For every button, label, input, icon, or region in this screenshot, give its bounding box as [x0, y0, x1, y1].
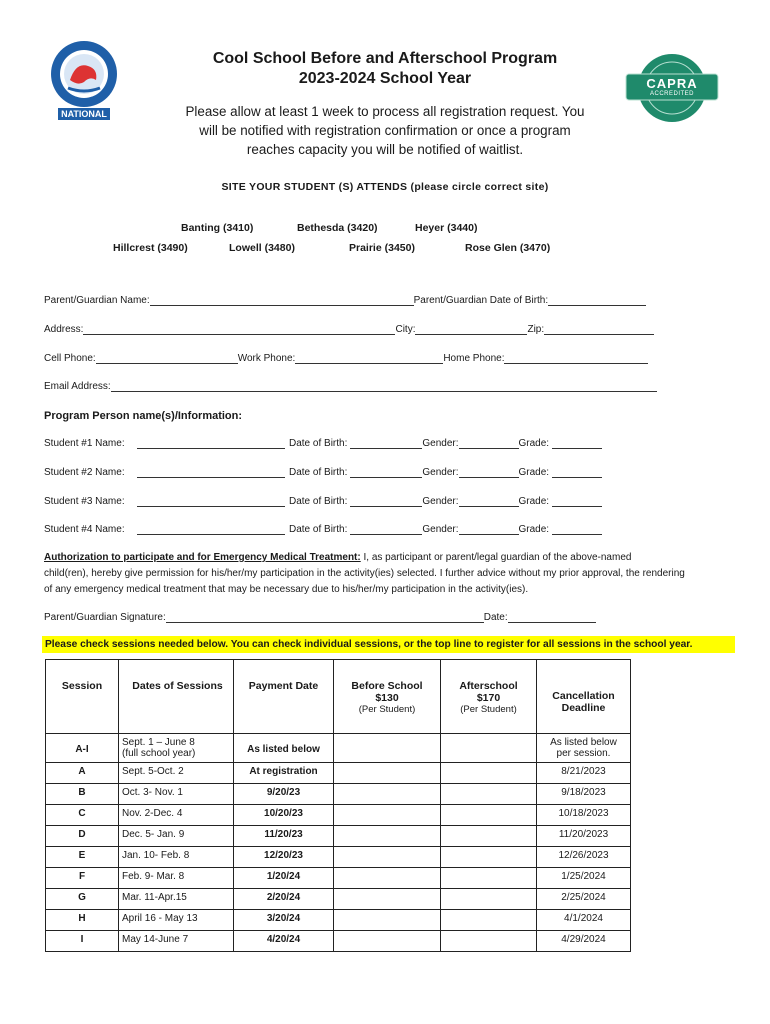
student-name-label: Student #3 Name:: [44, 496, 125, 507]
session-cell-text: A-I: [75, 744, 89, 755]
student-gender-label: Gender:: [422, 496, 459, 507]
payment-cell: [234, 784, 334, 805]
authorization-line: of any emergency medical treatment that may be necessary due to his/her/my participation in the activity(ies).: [44, 584, 529, 595]
table-row: [46, 805, 631, 826]
afterschool-label: Afterschool: [459, 680, 518, 692]
work-phone-field[interactable]: [295, 353, 443, 364]
before-school-checkbox[interactable]: [334, 734, 441, 763]
student-dob-label: Date of Birth:: [289, 438, 348, 449]
session-cell-text: D: [78, 829, 86, 840]
session-cell-text: F: [78, 871, 86, 882]
cancellation-cell-text: As listed below: [550, 737, 617, 748]
student-gender-field[interactable]: [459, 438, 519, 449]
cancellation-cell-text: 12/26/2023: [558, 850, 609, 861]
student-name-label: Student #1 Name:: [44, 438, 125, 449]
table-row: [46, 826, 631, 847]
cancellation-cell-text: per session.: [556, 748, 611, 759]
authorization-heading: Authorization to participate and for Emergency Medical Treatment:: [44, 552, 361, 563]
dates-cell-text: (full school year): [122, 748, 196, 759]
student-dob-label: Date of Birth:: [289, 524, 348, 535]
cancellation-cell-text: 1/25/2024: [561, 871, 606, 882]
session-cell: [46, 763, 119, 784]
cancellation-cell: [537, 910, 631, 931]
session-cell-text: H: [78, 913, 86, 924]
session-cell: [46, 889, 119, 910]
dates-cell: [119, 805, 234, 826]
work-phone-label: Work Phone:: [237, 353, 296, 364]
cancellation-cell: [537, 826, 631, 847]
sessions-notice: Please check sessions needed below. You can check individual sessions, or the top line to register for all sessions in the school year.: [42, 636, 735, 653]
email-label: Email Address:: [44, 381, 111, 392]
header-dates: Dates of Sessions: [119, 660, 234, 734]
student-row: [44, 496, 602, 507]
phone-row: [44, 353, 648, 364]
student-grade-field[interactable]: [552, 467, 602, 478]
table-row: [46, 734, 631, 763]
capra-logo: [622, 52, 722, 124]
student-gender-field[interactable]: [459, 467, 519, 478]
signature-label: Parent/Guardian Signature:: [44, 612, 166, 623]
student-gender-label: Gender:: [422, 467, 459, 478]
dates-cell: [119, 889, 234, 910]
before-school-checkbox[interactable]: [334, 784, 441, 805]
student-grade-label: Grade:: [518, 524, 550, 535]
address-row: [44, 324, 654, 335]
site-lowell[interactable]: Lowell (3480): [229, 242, 295, 254]
student-grade-label: Grade:: [518, 496, 550, 507]
header-payment: Payment Date: [234, 660, 334, 734]
session-cell-text: E: [78, 850, 86, 861]
payment-cell: [234, 931, 334, 952]
payment-cell: [234, 763, 334, 784]
cancellation-cell: [537, 868, 631, 889]
payment-cell-text: 3/20/24: [266, 913, 301, 924]
school-year-title: 2023-2024 School Year: [298, 70, 472, 87]
student-gender-field[interactable]: [459, 496, 519, 507]
session-cell: [46, 931, 119, 952]
payment-cell-text: 4/20/24: [266, 934, 301, 945]
cancellation-cell-text: 4/1/2024: [564, 913, 603, 924]
session-cell-text: B: [78, 787, 86, 798]
site-bethesda[interactable]: Bethesda (3420): [297, 222, 378, 234]
site-prairie[interactable]: Prairie (3450): [349, 242, 415, 254]
parent-name-label: Parent/Guardian Name:: [44, 295, 150, 306]
session-cell: [46, 784, 119, 805]
payment-cell-text: 9/20/23: [266, 787, 301, 798]
cancellation-cell-text: 2/25/2024: [561, 892, 606, 903]
date-field[interactable]: [508, 612, 596, 623]
dates-cell: [119, 734, 234, 763]
address-label: Address:: [44, 324, 84, 335]
address-field[interactable]: [83, 324, 395, 335]
student-dob-label: Date of Birth:: [289, 467, 348, 478]
table-row: [46, 784, 631, 805]
sessions-table: [45, 659, 631, 952]
before-school-checkbox[interactable]: [334, 910, 441, 931]
student-dob-field[interactable]: [350, 438, 422, 449]
cancellation-cell: [537, 931, 631, 952]
student-name-field[interactable]: [137, 524, 285, 535]
dates-cell: [119, 847, 234, 868]
site-rose-glen[interactable]: Rose Glen (3470): [465, 242, 551, 254]
payment-cell-text: 11/20/23: [264, 829, 303, 840]
dates-cell: [119, 931, 234, 952]
dates-cell-text: May 14-June 7: [122, 934, 189, 945]
session-cell: [46, 805, 119, 826]
dates-cell-text: Oct. 3- Nov. 1: [122, 787, 183, 798]
session-cell-text: A: [78, 766, 86, 777]
cancellation-cell: [537, 734, 631, 763]
cell-phone-label: Cell Phone:: [44, 353, 96, 364]
intro-line: reaches capacity you will be notified of waitlist.: [246, 142, 524, 157]
cancellation-cell: [537, 889, 631, 910]
signature-row: [44, 612, 596, 623]
student-grade-field[interactable]: [552, 524, 602, 535]
authorization-text: [44, 550, 734, 598]
dates-cell-text: Sept. 5-Oct. 2: [122, 766, 184, 777]
student-name-label: Student #2 Name:: [44, 467, 125, 478]
site-hillcrest[interactable]: Hillcrest (3490): [113, 242, 188, 254]
table-row: [46, 763, 631, 784]
signature-field[interactable]: [166, 612, 484, 623]
authorization-line: I, as participant or parent/legal guardian of the above-named: [360, 552, 632, 563]
payment-cell-text: 10/20/23: [264, 808, 303, 819]
payment-cell: [234, 847, 334, 868]
before-school-checkbox[interactable]: [334, 889, 441, 910]
student-grade-label: Grade:: [518, 438, 550, 449]
parent-name-field[interactable]: [150, 295, 414, 306]
table-header-row: [46, 660, 631, 734]
afterschool-checkbox[interactable]: [441, 826, 537, 847]
before-school-sub: (Per Student): [358, 704, 416, 715]
home-phone-field[interactable]: [504, 353, 648, 364]
before-school-checkbox[interactable]: [334, 763, 441, 784]
table-row: [46, 931, 631, 952]
student-grade-field[interactable]: [552, 496, 602, 507]
dates-cell-text: Mar. 11-Apr.15: [122, 892, 187, 903]
table-row: [46, 868, 631, 889]
cancellation-cell: [537, 805, 631, 826]
city-logo: [46, 38, 122, 134]
cancellation-cell: [537, 847, 631, 868]
city-logo-text: NATIONAL: [61, 109, 107, 119]
afterschool-checkbox[interactable]: [441, 910, 537, 931]
intro-line: Please allow at least 1 week to process all registration request. You: [185, 104, 585, 119]
table-row: [46, 910, 631, 931]
intro-text: [175, 102, 595, 159]
dates-cell: [119, 910, 234, 931]
authorization-line: child(ren), hereby give permission for his/her/my participation in the activity(ies) selected. I further advice without my prior approval, the rendering: [44, 568, 685, 579]
session-cell-text: G: [78, 892, 86, 903]
student-row: [44, 467, 602, 478]
email-field[interactable]: [111, 381, 657, 392]
afterschool-checkbox[interactable]: [441, 784, 537, 805]
afterschool-checkbox[interactable]: [441, 805, 537, 826]
parent-name-row: [44, 295, 646, 306]
student-gender-label: Gender:: [422, 524, 459, 535]
date-label: Date:: [483, 612, 508, 623]
form-title: Cool School Before and Afterschool Program: [212, 50, 558, 67]
student-name-label: Student #4 Name:: [44, 524, 125, 535]
before-school-checkbox[interactable]: [334, 868, 441, 889]
site-heyer[interactable]: Heyer (3440): [415, 222, 478, 234]
student-dob-field[interactable]: [350, 467, 422, 478]
cell-phone-field[interactable]: [96, 353, 238, 364]
dates-cell: [119, 784, 234, 805]
student-name-field[interactable]: [137, 467, 285, 478]
session-cell-text: C: [78, 808, 86, 819]
afterschool-checkbox[interactable]: [441, 868, 537, 889]
student-dob-field[interactable]: [350, 496, 422, 507]
cancellation-cell-text: 9/18/2023: [561, 787, 606, 798]
afterschool-sub: (Per Student): [460, 704, 517, 715]
student-grade-label: Grade:: [518, 467, 550, 478]
afterschool-checkbox[interactable]: [441, 931, 537, 952]
afterschool-price: $170: [476, 692, 501, 704]
payment-cell-text: As listed below: [247, 744, 320, 755]
before-school-checkbox[interactable]: [334, 847, 441, 868]
zip-label: Zip:: [527, 324, 545, 335]
dates-cell-text: Dec. 5- Jan. 9: [122, 829, 185, 840]
cancellation-cell-text: 4/29/2024: [561, 934, 606, 945]
cancellation-cell-text: 8/21/2023: [561, 766, 606, 777]
cancellation-cell: [537, 784, 631, 805]
parent-dob-label: Parent/Guardian Date of Birth:: [413, 295, 549, 306]
dates-cell-text: Feb. 9- Mar. 8: [122, 871, 185, 882]
afterschool-checkbox[interactable]: [441, 889, 537, 910]
parent-dob-field[interactable]: [548, 295, 646, 306]
intro-line: will be notified with registration confirmation or once a program: [199, 123, 571, 138]
before-school-checkbox[interactable]: [334, 826, 441, 847]
table-row: [46, 889, 631, 910]
session-cell: [46, 847, 119, 868]
session-cell-text: I: [80, 934, 84, 945]
student-row: [44, 524, 602, 535]
payment-cell-text: 12/20/23: [264, 850, 303, 861]
before-school-label: Before School: [351, 680, 423, 692]
payment-cell-text: At registration: [249, 766, 318, 777]
before-school-checkbox[interactable]: [334, 931, 441, 952]
afterschool-checkbox[interactable]: [441, 763, 537, 784]
afterschool-checkbox[interactable]: [441, 734, 537, 763]
payment-cell: [234, 889, 334, 910]
city-field[interactable]: [415, 324, 527, 335]
dates-cell: [119, 868, 234, 889]
dates-cell-text: Nov. 2-Dec. 4: [122, 808, 183, 819]
dates-cell: [119, 826, 234, 847]
cancellation-cell-text: 11/20/2023: [558, 829, 609, 840]
payment-cell: [234, 910, 334, 931]
cancellation-cell: [537, 763, 631, 784]
zip-field[interactable]: [544, 324, 654, 335]
before-school-checkbox[interactable]: [334, 805, 441, 826]
header-session: Session: [46, 660, 119, 734]
capra-logo-text: CAPRA: [646, 76, 698, 91]
payment-cell: [234, 805, 334, 826]
header-cancellation: Cancellation Deadline: [537, 660, 631, 734]
payment-cell-text: 2/20/24: [266, 892, 301, 903]
email-row: [44, 381, 657, 392]
cancellation-cell-text: 10/18/2023: [558, 808, 609, 819]
site-heading: SITE YOUR STUDENT (S) ATTENDS (please circle correct site): [221, 181, 549, 193]
student-dob-label: Date of Birth:: [289, 496, 348, 507]
header-afterschool: [441, 660, 537, 734]
site-banting[interactable]: Banting (3410): [181, 222, 254, 234]
session-cell: [46, 910, 119, 931]
city-label: City:: [395, 324, 416, 335]
header-before-school: [334, 660, 441, 734]
student-gender-label: Gender:: [422, 438, 459, 449]
payment-cell-text: 1/20/24: [266, 871, 301, 882]
before-school-price: $130: [375, 692, 399, 704]
session-cell: [46, 734, 119, 763]
student-name-field[interactable]: [137, 496, 285, 507]
session-cell: [46, 826, 119, 847]
payment-cell: [234, 826, 334, 847]
program-heading: Program Person name(s)/Information:: [44, 410, 243, 422]
home-phone-label: Home Phone:: [443, 353, 505, 364]
payment-cell: [234, 868, 334, 889]
session-cell: [46, 868, 119, 889]
dates-cell-text: Jan. 10- Feb. 8: [122, 850, 190, 861]
student-grade-field[interactable]: [552, 438, 602, 449]
dates-cell-text: Sept. 1 – June 8: [122, 737, 195, 748]
afterschool-checkbox[interactable]: [441, 847, 537, 868]
table-row: [46, 847, 631, 868]
dates-cell-text: April 16 - May 13: [122, 913, 198, 924]
student-dob-field[interactable]: [350, 524, 422, 535]
payment-cell: [234, 734, 334, 763]
student-row: [44, 438, 602, 449]
student-gender-field[interactable]: [459, 524, 519, 535]
dates-cell: [119, 763, 234, 784]
capra-logo-subtext: ACCREDITED: [649, 91, 694, 97]
student-name-field[interactable]: [137, 438, 285, 449]
